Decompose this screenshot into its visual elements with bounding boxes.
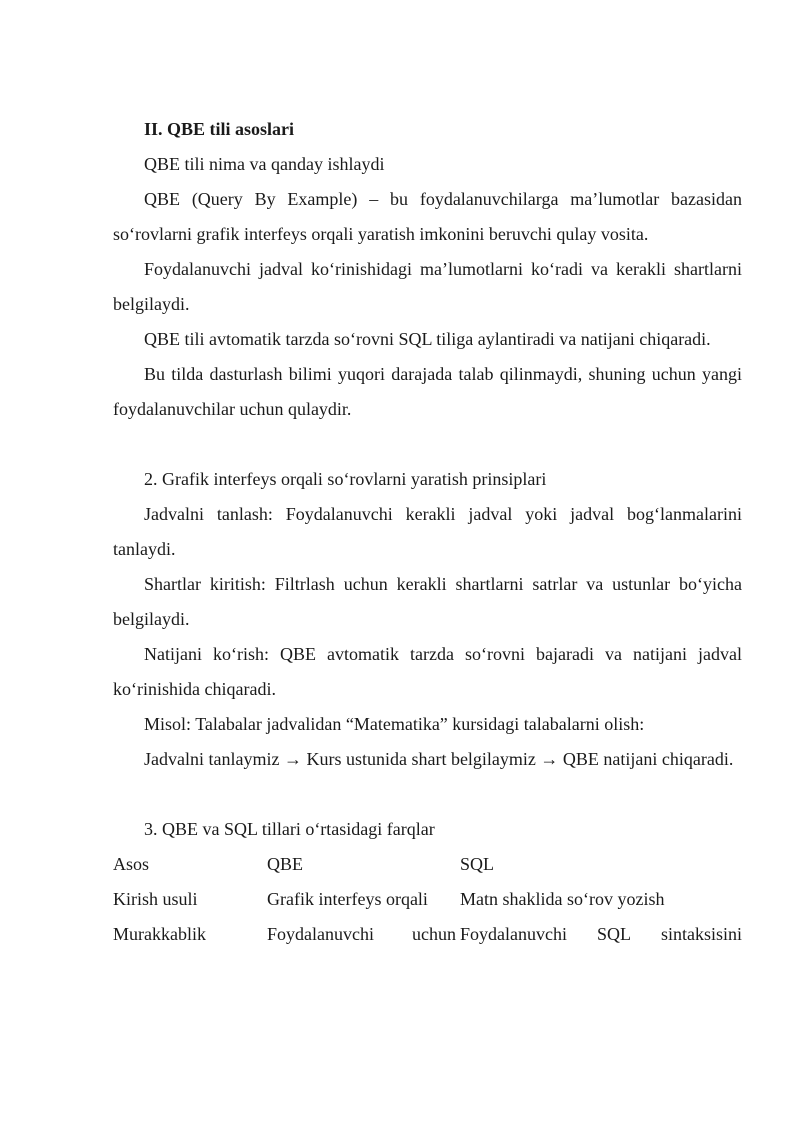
table-cell — [460, 917, 742, 952]
paragraph: Shartlar kiritish: Filtrlash uchun kerakli shartlarni satrlar va ustunlar bo‘yicha belgilaydi. — [113, 574, 742, 629]
comparison-table — [113, 847, 742, 952]
paragraph: Misol: Talabalar jadvalidan “Matematika” kursidagi talabalarni olish: — [144, 714, 645, 734]
section-title: II. QBE tili asoslari — [144, 119, 295, 139]
table-cell: Grafik interfeys orqali — [267, 889, 428, 909]
paragraph: Natijani ko‘rish: QBE avtomatik tarzda so‘rovni bajaradi va natijani jadval ko‘rinishida chiqaradi. — [113, 644, 742, 699]
blank-line — [113, 427, 742, 462]
table-cell-word: SQL — [596, 924, 631, 944]
document-page — [113, 112, 742, 952]
paragraph: QBE tili avtomatik tarzda so‘rovni SQL tiliga aylantiradi va natijani chiqaradi. — [144, 329, 711, 349]
subtitle-principles: 2. Grafik interfeys orqali so‘rovlarni yaratish prinsiplari — [144, 469, 547, 489]
table-cell-word: Foydalanuvchi — [460, 924, 567, 944]
subtitle-differences: 3. QBE va SQL tillari o‘rtasidagi farqlar — [144, 819, 435, 839]
table-header-cell: QBE — [267, 854, 303, 874]
subtitle-qbe-what: QBE tili nima va qanday ishlaydi — [144, 154, 385, 174]
table-row — [113, 917, 742, 952]
paragraph: Foydalanuvchi jadval ko‘rinishidagi ma’lumotlarni ko‘radi va kerakli shartlarni belgilaydi. — [113, 259, 742, 314]
table-header-row — [113, 847, 742, 882]
paragraph: Jadvalni tanlash: Foydalanuvchi kerakli jadval yoki jadval bog‘lanmalarini tanlaydi. — [113, 504, 742, 559]
table-cell-word: sintaksisini — [660, 924, 742, 944]
table-cell: Kirish usuli — [113, 889, 198, 909]
paragraph: QBE (Query By Example) – bu foydalanuvchilarga ma’lumotlar bazasidan so‘rovlarni grafik interfeys orqali yaratish imkonini beruvchi qulay vosita. — [113, 189, 742, 244]
paragraph: Jadvalni tanlaymiz → Kurs ustunida shart belgilaymiz → QBE natijani chiqaradi. — [144, 749, 734, 769]
paragraph: Bu tilda dasturlash bilimi yuqori darajada talab qilinmaydi, shuning uchun yangi foydalanuvchilar uchun qulaydir. — [113, 364, 742, 419]
table-cell-word: Foydalanuvchi — [267, 924, 374, 944]
table-header-cell: Asos — [113, 854, 150, 874]
table-cell: Murakkablik — [113, 924, 206, 944]
table-cell — [267, 917, 460, 952]
table-row — [113, 882, 742, 917]
table-cell-word: uchun — [412, 924, 456, 944]
table-header-cell: SQL — [460, 854, 495, 874]
blank-line — [113, 777, 742, 812]
table-cell: Matn shaklida so‘rov yozish — [460, 889, 665, 909]
